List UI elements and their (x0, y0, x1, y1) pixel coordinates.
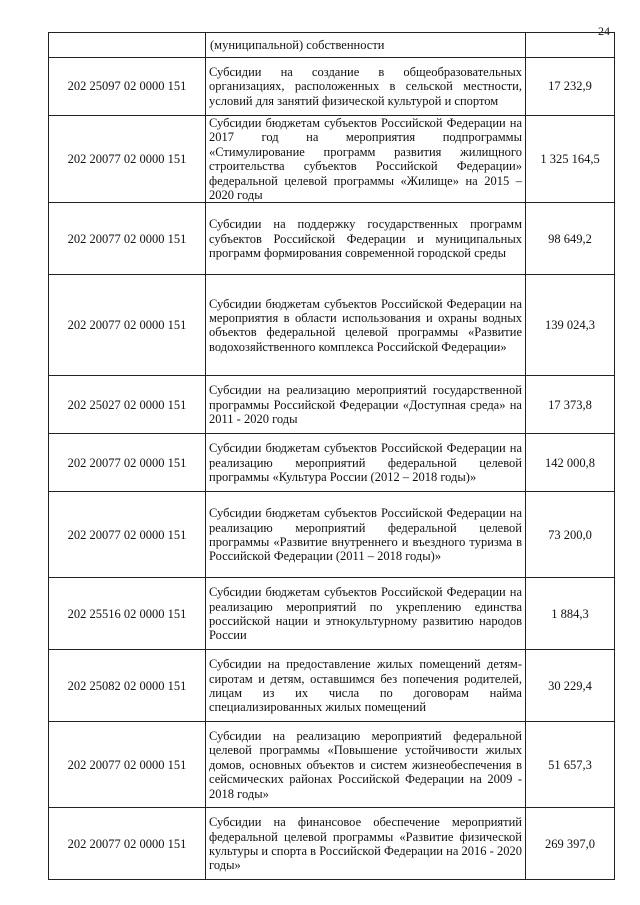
table-row (49, 275, 615, 376)
table-row (49, 376, 615, 434)
description-cell: Субсидии бюджетам субъектов Российской Федерации на реализацию мероприятий федеральной целевой программы «Развитие внутреннего и въездного туризма в Российской Федерации (2011 – 2018 годы)» (206, 492, 526, 578)
page-number: 24 (598, 24, 610, 38)
budget-code-cell: 202 25516 02 0000 151 (49, 578, 206, 650)
description-cell: Субсидии бюджетам субъектов Российской Федерации на 2017 год на мероприятия подпрограммы «Стимулирование программ развития жилищного строительства субъектов Российской Федерации» федеральной целевой программы «Жилище» на 2015 – 2020 годы (206, 116, 526, 203)
amount-cell: 73 200,0 (526, 492, 615, 578)
amount-cell: 17 232,9 (526, 58, 615, 116)
description-cell: Субсидии бюджетам субъектов Российской Федерации на реализацию мероприятий по укреплению единства российской нации и этнокультурному развитию народов России (206, 578, 526, 650)
budget-code-cell: 202 20077 02 0000 151 (49, 275, 206, 376)
amount-cell: 51 657,3 (526, 722, 615, 808)
amount-cell: 139 024,3 (526, 275, 615, 376)
description-cell: Субсидии на предоставление жилых помещений детям-сиротам и детям, оставшимся без попечения родителей, лицам из их числа по договорам найма специализированных жилых помещений (206, 650, 526, 722)
budget-code-cell: 202 25097 02 0000 151 (49, 58, 206, 116)
budget-table-body (49, 33, 615, 880)
description-cell: Субсидии на поддержку государственных программ субъектов Российской Федерации и муниципальных программ формирования современной городской среды (206, 203, 526, 275)
description-cell: Субсидии на финансовое обеспечение мероприятий федеральной целевой программы «Развитие физической культуры и спорта в Российской Федерации на 2016 - 2020 годы» (206, 808, 526, 880)
amount-cell: 17 373,8 (526, 376, 615, 434)
budget-code-cell: 202 20077 02 0000 151 (49, 722, 206, 808)
table-row (49, 434, 615, 492)
table-row (49, 492, 615, 578)
amount-cell: 142 000,8 (526, 434, 615, 492)
amount-cell: 30 229,4 (526, 650, 615, 722)
table-row (49, 116, 615, 203)
budget-code-cell: 202 20077 02 0000 151 (49, 116, 206, 203)
amount-cell: 1 325 164,5 (526, 116, 615, 203)
amount-cell: 98 649,2 (526, 203, 615, 275)
budget-code-cell: 202 20077 02 0000 151 (49, 808, 206, 880)
budget-table (48, 32, 615, 880)
table-row (49, 58, 615, 116)
table-row-continuation (49, 33, 615, 58)
amount-cell (526, 33, 615, 58)
description-cell: Субсидии на реализацию мероприятий федеральной целевой программы «Повышение устойчивости жилых домов, основных объектов и систем жизнеобеспечения в сейсмических районах Российской Федерации на 2009 - 2018 годы» (206, 722, 526, 808)
table-row (49, 203, 615, 275)
budget-code-cell: 202 20077 02 0000 151 (49, 203, 206, 275)
budget-code-cell: 202 20077 02 0000 151 (49, 434, 206, 492)
code-cell (49, 33, 206, 58)
table-row (49, 578, 615, 650)
table-row (49, 808, 615, 880)
table-row (49, 650, 615, 722)
description-cell: (муниципальной) собственности (206, 33, 526, 58)
description-cell: Субсидии на создание в общеобразовательных организациях, расположенных в сельской местности, условий для занятий физической культурой и спортом (206, 58, 526, 116)
description-cell: Субсидии бюджетам субъектов Российской Федерации на мероприятия в области использования и охраны водных объектов федеральной целевой программы «Развитие водохозяйственного комплекса Российской Федерации» (206, 275, 526, 376)
description-cell: Субсидии бюджетам субъектов Российской Федерации на реализацию мероприятий федеральной целевой программы «Культура России (2012 – 2018 годы)» (206, 434, 526, 492)
amount-cell: 269 397,0 (526, 808, 615, 880)
amount-cell: 1 884,3 (526, 578, 615, 650)
budget-code-cell: 202 25082 02 0000 151 (49, 650, 206, 722)
budget-code-cell: 202 20077 02 0000 151 (49, 492, 206, 578)
description-cell: Субсидии на реализацию мероприятий государственной программы Российской Федерации «Доступная среда» на 2011 - 2020 годы (206, 376, 526, 434)
budget-code-cell: 202 25027 02 0000 151 (49, 376, 206, 434)
table-row (49, 722, 615, 808)
